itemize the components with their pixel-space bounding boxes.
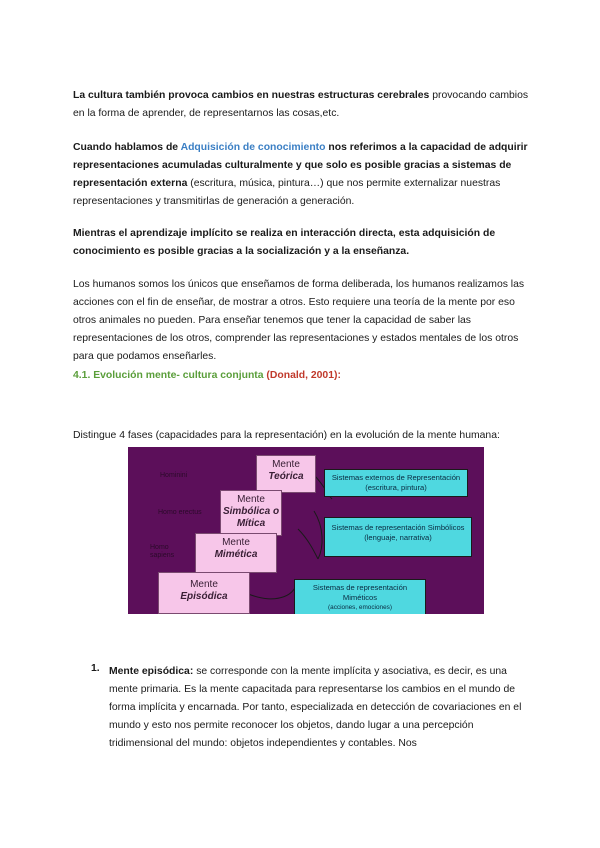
section-heading [73, 367, 531, 385]
system-box-subtitle: (acciones, emociones) [328, 604, 392, 611]
paragraph-bold-span: capacidad de adquirir representaciones acumuladas culturalmente y que solo es posible gracias a sistemas de representación externa [73, 142, 528, 189]
mind-box-theoretical [256, 455, 316, 493]
mind-box-label: Mente [272, 459, 300, 470]
paragraph-bold-span: nos referimos a la [325, 142, 421, 153]
mind-box-label: Mente [190, 579, 218, 590]
system-box-title: Sistemas de representación Miméticos [312, 583, 408, 602]
mind-box-name: Mimética [214, 549, 258, 560]
paragraph-bold-span: La cultura también provoca cambios en nuestras estructuras cerebrales [73, 90, 430, 101]
paragraph-teaching: Los humanos somos los únicos que enseñamos de forma deliberada, los humanos realizamos las acciones con el fin de enseñar, de mostrar a otros. Esto requiere una teoría de la mente por eso otros animales no pueden. Para enseñar tenemos que tener la capacidad de saber las representaciones de los otros, comprender las representaciones y estados mentales de los otros para que podamos enseñarles. [73, 279, 525, 362]
paragraph-implicit-learning: Mientras el aprendizaje implícito se realiza en interacción directa, esta adquisición de conocimiento es posible gracias a la socialización y a la enseñanza. [73, 228, 496, 257]
mind-box-name: Teórica [268, 471, 304, 482]
mind-box-symbolic [220, 490, 282, 536]
section-citation: (Donald, 2001): [266, 370, 341, 381]
mind-box-name: Episódica [180, 591, 228, 602]
list-item-episodic [109, 663, 529, 753]
system-box-symbolic [324, 517, 472, 557]
figure-intro: Distingue 4 fases (capacidades para la representación) en la evolución de la mente humana: [73, 430, 500, 441]
paragraph-text-span: (escritura, música, pintura…) que nos permite externalizar nuestras representaciones y transmitirlas de generación a generación. [73, 178, 501, 207]
paragraph-knowledge-acquisition [73, 139, 531, 211]
list-text: se corresponde con la mente implícita y asociativa, es decir, es una mente primaria. Es la mente capacitada para representarse los cambios en el mundo de forma implícita y encarnada. Por tanto, especializada en detección de covariaciones en el mundo y esto nos permite reconocer los objetos, dando lugar a una percepción tridimensional del mundo: objetos independientes y contables. Nos [109, 666, 522, 749]
side-label-hominini: Hominini [160, 472, 188, 479]
side-label-word: Homo [150, 544, 169, 551]
section-title: 4.1. Evolución mente- cultura conjunta [73, 370, 267, 381]
highlighted-term: Adquisición de conocimiento [180, 142, 326, 153]
mind-box-name: Simbólica o Mítica [222, 506, 280, 529]
mind-box-episodic [158, 572, 250, 614]
mind-box-label: Mente [237, 494, 265, 505]
paragraph-lead-span: Cuando hablamos de [73, 142, 181, 153]
paragraph-text-span: provocando cambios en la forma de aprender, de representarnos las cosas,etc. [73, 90, 529, 119]
system-box-external [324, 469, 468, 497]
system-box-title: Sistemas de representación Simbólicos (lenguaje, narrativa) [331, 523, 465, 542]
system-box-mimetic [294, 579, 426, 614]
mind-evolution-diagram [128, 447, 484, 614]
list-number: 1. [91, 663, 100, 674]
side-label-word: sapiens [150, 552, 175, 559]
side-label-word: erectus [178, 509, 202, 516]
mind-box-label: Mente [222, 537, 250, 548]
system-box-title: Sistemas externos de Representación (escritura, pintura) [331, 473, 461, 492]
list-term: Mente episódica: [109, 666, 194, 677]
side-label-word: Homo [158, 509, 177, 516]
paragraph-culture-brain [73, 87, 531, 123]
mind-box-mimetic [195, 533, 277, 573]
